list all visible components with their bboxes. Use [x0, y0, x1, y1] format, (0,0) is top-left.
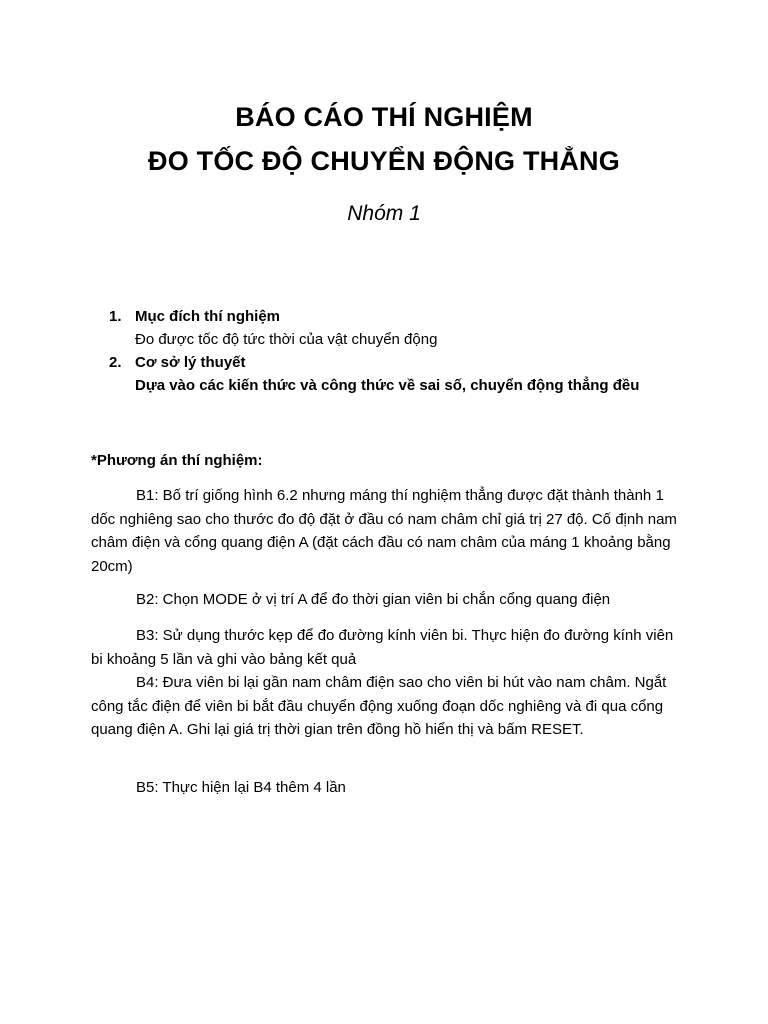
step-paragraph-b5: B5: Thực hiện lại B4 thêm 4 lần	[136, 779, 346, 796]
section-heading-theory: Cơ sở lý thuyết	[135, 354, 246, 371]
section-body-purpose: Đo được tốc độ tức thời của vật chuyển động	[135, 331, 438, 348]
step-paragraph-b4: B4: Đưa viên bi lại gần nam châm điện sao cho viên bi hút vào nam châm. Ngắt công tắc điện để viên bi bắt đầu chuyển động xuống đoạn dốc nghiêng và đi qua cổng quang điện A. Ghi lại giá trị thời gian trên đồng hồ hiển thị và bấm RESET.	[91, 674, 667, 738]
method-label: *Phương án thí nghiệm:	[91, 452, 263, 469]
list-item-purpose	[109, 305, 709, 351]
report-title-line-1: BÁO CÁO THÍ NGHIỆM	[235, 102, 533, 132]
numbered-list	[109, 305, 709, 397]
step-paragraph-b2: B2: Chọn MODE ở vị trí A để đo thời gian viên bi chắn cổng quang điện	[136, 591, 611, 608]
section-heading-purpose: Mục đích thí nghiệm	[135, 308, 280, 325]
step-paragraph-b1: B1: Bố trí giống hình 6.2 nhưng máng thí nghiệm thẳng được đặt thành thành 1 dốc nghiêng sao cho thước đo độ đặt ở đầu có nam châm chỉ giá trị 27 độ. Cố định nam châm điện và cổng quang điện A (đặt cách đầu có nam châm của máng 1 khoảng bằng 20cm)	[91, 487, 677, 575]
list-number: 2.	[109, 354, 122, 371]
list-number: 1.	[109, 308, 122, 325]
group-subtitle: Nhóm 1	[347, 202, 421, 225]
step-paragraph-b3: B3: Sử dụng thước kẹp để đo đường kính viên bi. Thực hiện đo đường kính viên bi khoảng 5 lần và ghi vào bảng kết quả	[91, 627, 674, 668]
section-body-theory: Dựa vào các kiến thức và công thức về sai số, chuyển động thẳng đều	[135, 377, 640, 394]
list-item-theory	[109, 351, 709, 397]
report-title-line-2: ĐO TỐC ĐỘ CHUYỂN ĐỘNG THẲNG	[148, 146, 620, 176]
